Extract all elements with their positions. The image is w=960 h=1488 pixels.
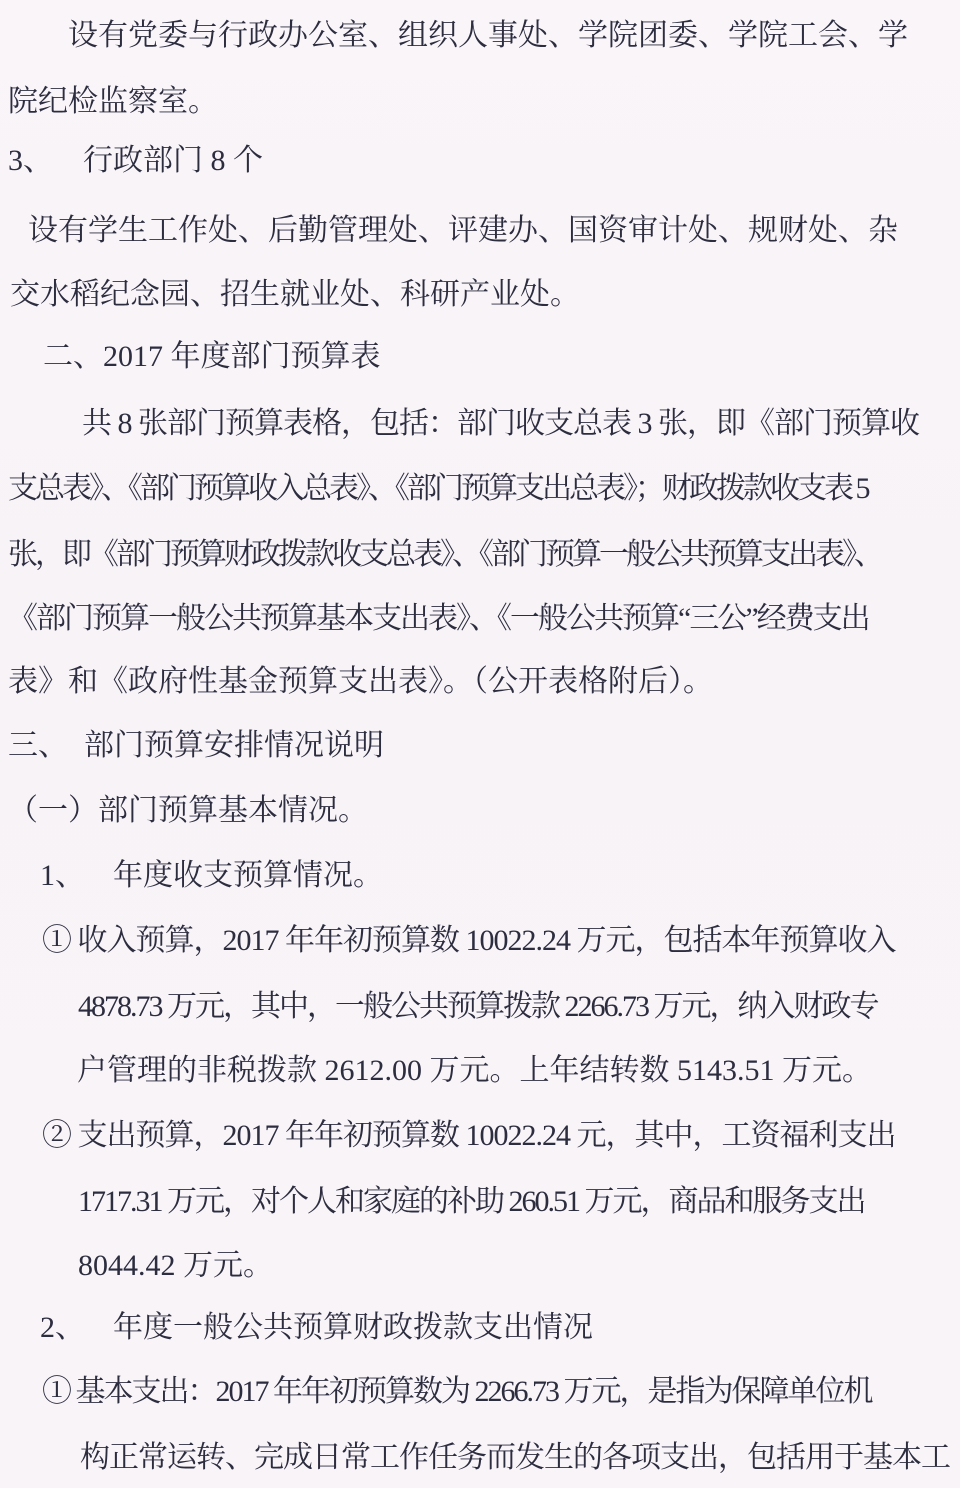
numbered-heading [8,143,263,179]
numbered-heading [40,858,383,894]
paragraph-line: 张，即《部门预算财政拨款收支总表》、《部门预算一般公共预算支出表》、 [8,538,881,571]
paragraph-line: 构正常运转、完成日常工作任务而发生的各项支出，包括用于基本工 [80,1441,950,1474]
heading-text: 年度收支预算情况。 [113,859,383,892]
paragraph-line: ② 支出预算，2017 年年初预算数 10022.24 元，其中，工资福利支出 [42,1119,896,1152]
section-heading [8,728,384,764]
paragraph-line: 《部门预算一般公共预算基本支出表》、《一般公共预算“三公”经费支出 [8,602,869,635]
paragraph-line: 户管理的非税拨款 2612.00 万元。上年结转数 5143.51 万元。 [77,1054,872,1087]
paragraph-line: 院纪检监察室。 [8,85,218,118]
sub-heading: （一）部门预算基本情况。 [8,794,368,827]
paragraph-line: 8044.42 万元。 [78,1249,273,1282]
paragraph-line: 1717.31 万元，对个人和家庭的补助 260.51 万元，商品和服务支出 [78,1185,865,1218]
paragraph-line: 4878.73 万元，其中，一般公共预算拨款 2266.73 万元，纳入财政专 [78,990,878,1023]
paragraph-line: 共 8 张部门预算表格，包括：部门收支总表 3 张，即《部门预算收 [82,407,919,440]
list-marker: 1、 [40,859,85,892]
heading-text: 行政部门 8 个 [83,144,263,177]
section-heading: 二、2017 年度部门预算表 [43,340,381,373]
paragraph-line: 设有学生工作处、后勤管理处、评建办、国资审计处、规财处、杂 [28,214,898,247]
paragraph-line: 交水稻纪念园、招生就业处、科研产业处。 [10,278,580,311]
list-marker: 三、 [8,729,68,762]
paragraph-line: ① 基本支出：2017 年年初预算数为 2266.73 万元，是指为保障单位机 [42,1375,872,1408]
list-marker: 2、 [40,1311,85,1344]
paragraph-line: ① 收入预算，2017 年年初预算数 10022.24 万元，包括本年预算收入 [42,924,896,957]
numbered-heading [40,1310,593,1346]
paragraph-line: 设有党委与行政办公室、组织人事处、学院团委、学院工会、学 [68,19,908,52]
heading-text: 年度一般公共预算财政拨款支出情况 [113,1311,593,1344]
paragraph-line: 表》和《政府性基金预算支出表》。（公开表格附后）。 [8,665,713,698]
heading-text: 部门预算安排情况说明 [84,729,384,762]
list-marker: 3、 [8,144,53,177]
paragraph-line: 支总表》、《部门预算收入总表》、《部门预算支出总表》；财政拨款收支表 5 [8,472,868,505]
